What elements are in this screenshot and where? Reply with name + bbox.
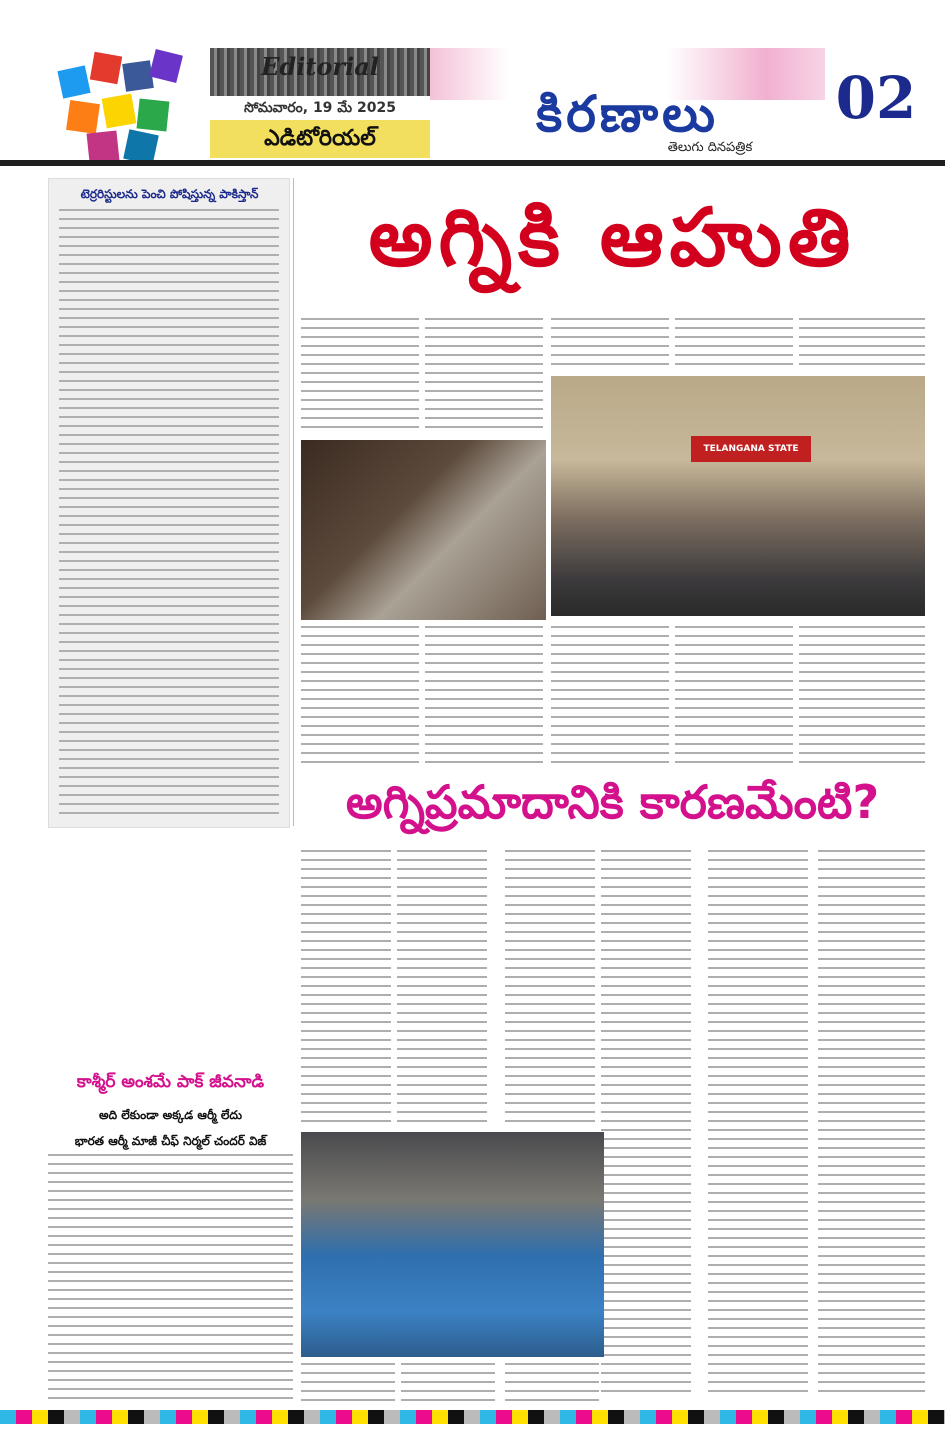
brand-logo: కిరణాలు [536, 85, 719, 143]
main-article-col6 [301, 626, 419, 764]
main-article-col3 [551, 318, 669, 370]
second-article-col8 [401, 1363, 495, 1403]
print-color-bar [0, 1410, 945, 1424]
newspaper-brand [430, 48, 825, 160]
main-article-col4 [675, 318, 793, 370]
main-headline: అగ్నికి ఆహుతి [368, 191, 857, 284]
kashmir-article-title: కాశ్మీర్ అంశమే పాక్ జీవనాడి [76, 1072, 265, 1092]
second-article-col5 [708, 850, 808, 1395]
brand-tagline: తెలుగు దినపత్రిక [667, 140, 753, 155]
main-article-col2 [425, 318, 543, 433]
second-article-col9 [505, 1363, 599, 1403]
left-article-body [59, 209, 279, 819]
second-article-col3 [505, 850, 595, 1125]
header-rule [0, 160, 945, 166]
kashmir-article-byline: భారత ఆర్మీ మాజీ చీఫ్ నిర్మల్ చందర్ విజ్ [74, 1134, 267, 1148]
kashmir-article-body [48, 1154, 293, 1404]
fire-rescue-photo [551, 376, 925, 616]
left-article-title: టెర్రరిస్టులను పెంచి పోషిస్తున్న పాకిస్తాన్ [80, 187, 259, 201]
kashmir-article-subtitle: అది లేకుండా అక్కడ ఆర్మీ లేదు [98, 1108, 243, 1122]
main-article-col10 [799, 626, 925, 764]
second-article-col6 [818, 850, 925, 1395]
editorial-label-box [210, 48, 430, 158]
main-article-col7 [425, 626, 543, 764]
issue-date: సోమవారం, 19 మే 2025 [244, 100, 396, 116]
second-article-col4 [601, 850, 691, 1395]
second-article-col1 [301, 850, 391, 1125]
second-article-col2 [397, 850, 487, 1125]
main-article-col8 [551, 626, 669, 764]
main-article-col5 [799, 318, 925, 370]
fire-truck-label: TELANGANA STATE [691, 436, 811, 462]
second-headline: అగ్నిప్రమాదానికి కారణమేంటి? [345, 775, 880, 829]
main-article-col9 [675, 626, 793, 764]
second-article-col7 [301, 1363, 395, 1403]
left-editorial-column [48, 178, 294, 826]
editorial-word: Editorial [261, 52, 379, 81]
page-number: 02 [835, 64, 917, 132]
social-media-cubes-illustration [48, 48, 198, 164]
fire-rooftop-photo [301, 1132, 604, 1357]
left-article-box [48, 178, 290, 828]
fire-damage-photo [301, 440, 546, 620]
main-article-col1 [301, 318, 419, 433]
section-title: ఎడిటోరియల్ [210, 120, 430, 158]
